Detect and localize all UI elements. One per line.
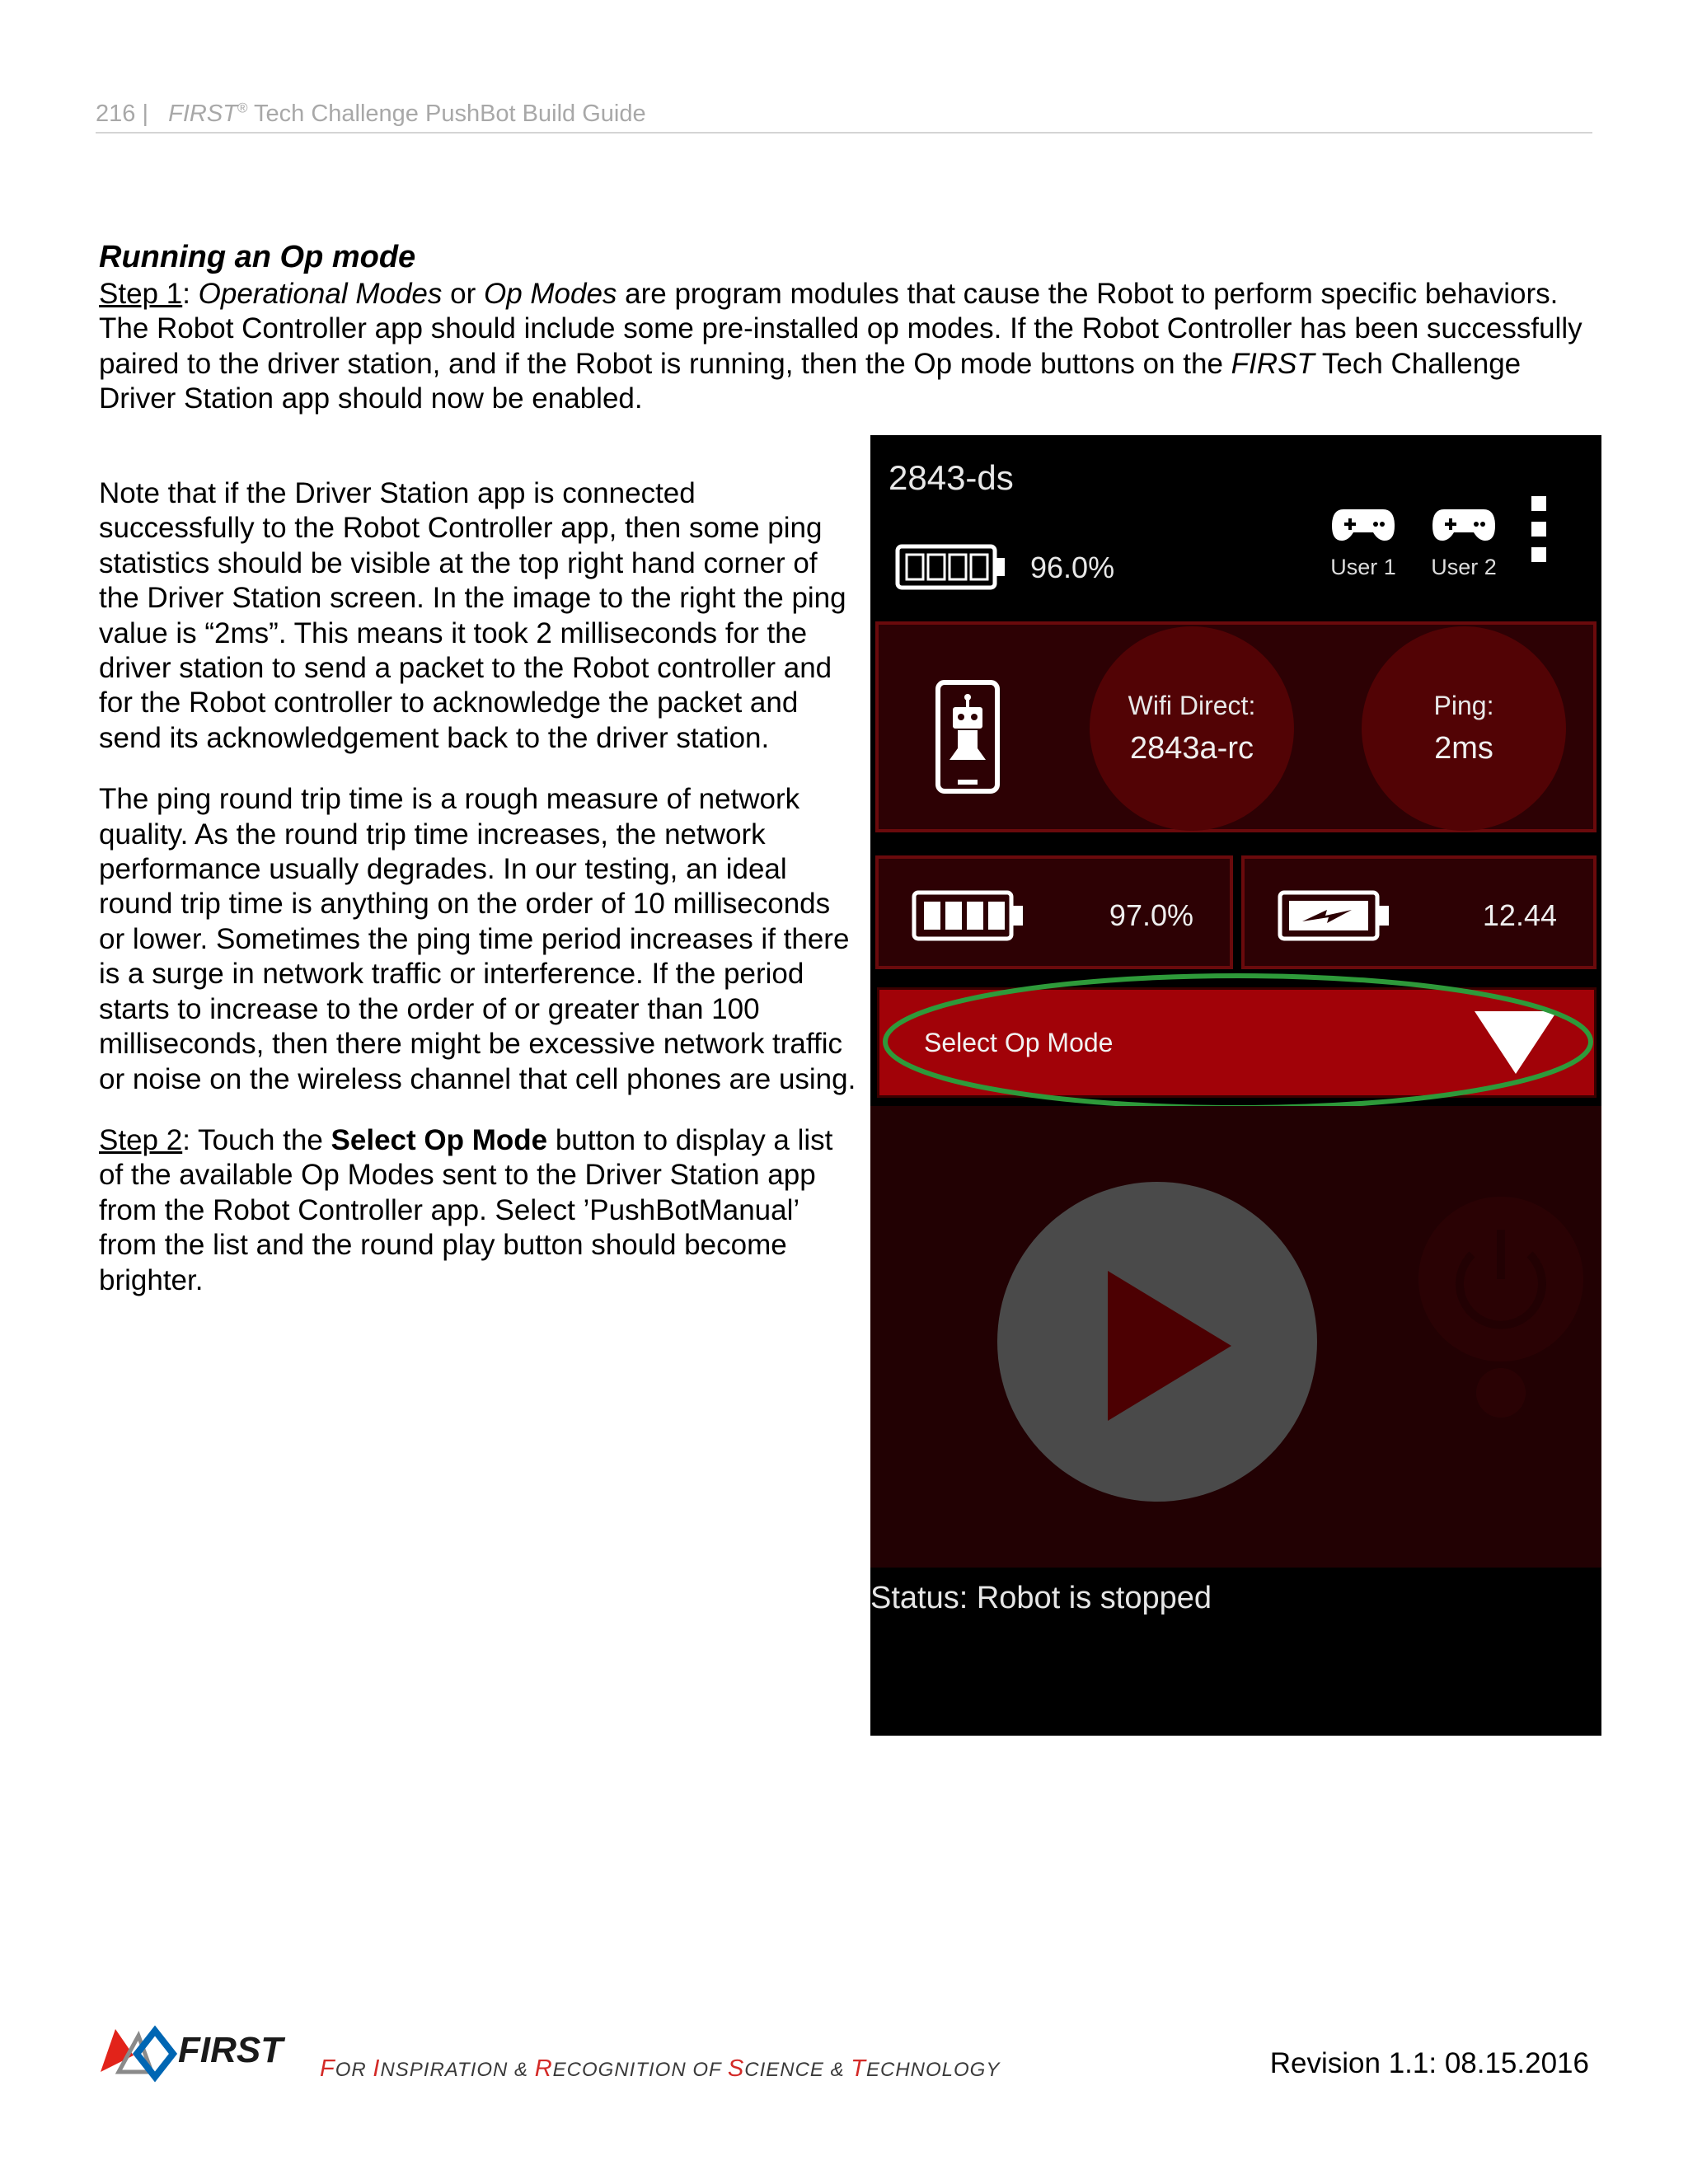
ping-label: Ping:: [1433, 691, 1494, 720]
step1-label: Step 1: [99, 278, 183, 310]
step1-brand: FIRST: [1231, 347, 1315, 380]
wifi-direct-value: 2843a-rc: [1130, 731, 1254, 766]
tagline-cap: F: [320, 2055, 335, 2082]
note-paragraph: Note that if the Driver Station app is connected successfully to the Robot Controller app, then some ping statistics should be visible at the top right hand corner of the Driver Station screen. In the image to the right the ping value is “2ms”. This means it took 2 milliseconds for the driver station to send a packet to the Robot controller and for the Robot controller to acknowledge the packet and send its acknowledgement back to the driver station.: [99, 477, 846, 754]
term-op-modes: Op Modes: [483, 278, 617, 310]
network-status-panel: [875, 621, 1597, 832]
robot-status-text: Status: Robot is stopped: [870, 1581, 1212, 1615]
ping-value: 2ms: [1434, 731, 1493, 766]
ping-paragraph: The ping round trip time is a rough measure of network quality. As the round trip time increases, the network performance usually degrades. In our testing, an ideal round trip time is anything on the order of 10 milliseconds or lower. Sometimes the ping time period increases if there is a surge in network traffic or interference. If the period starts to increase to the order of or greater than 100 milliseconds, then there might be excessive network traffic or noise on the wireless channel that cell phones are using.: [99, 783, 856, 1095]
step2-text1: : Touch the: [182, 1123, 331, 1156]
driver-station-screenshot: [870, 435, 1601, 1736]
tagline-cap: T: [851, 2055, 866, 2082]
driver-station-battery: 96.0%: [1030, 551, 1115, 584]
tagline-cap: R: [534, 2055, 553, 2082]
tagline-rest: NSPIRATION &: [380, 2059, 535, 2081]
tagline-cap: I: [373, 2055, 381, 2082]
robot-battery-cell: [1241, 855, 1597, 969]
user2-label: User 2: [1431, 555, 1497, 579]
step2-text2: button to display a list of the available Op Modes sent to the Driver Station app from the Robot Controller app. Select ’PushBotManual’ from the list and the round play button should become brighter.: [99, 1123, 833, 1296]
user1-label: User 1: [1330, 555, 1396, 579]
step1-or: or: [442, 278, 484, 310]
first-logo: [97, 2022, 313, 2083]
revision-text: Revision 1.1: 08.15.2016: [1269, 2047, 1589, 2079]
header-brand: FIRST: [168, 101, 237, 127]
step1-colon: :: [182, 278, 199, 310]
step2-label: Step 2: [99, 1123, 183, 1156]
play-area: [870, 1106, 1601, 1568]
select-op-mode-term: Select Op Mode: [331, 1123, 548, 1156]
header-title: Tech Challenge PushBot Build Guide: [247, 101, 646, 127]
tagline-cap: S: [727, 2055, 745, 2082]
gamepad-icon: [1431, 504, 1497, 544]
tagline-rest: OR: [335, 2059, 373, 2081]
wifi-direct-label: Wifi Direct:: [1128, 691, 1256, 720]
play-icon: [1104, 1268, 1236, 1424]
tagline-rest: ECHNOLOGY: [865, 2059, 1001, 2081]
user2-gamepad[interactable]: [1423, 504, 1505, 580]
overflow-menu-icon[interactable]: [1530, 494, 1550, 564]
robot-controller-phone-icon: [935, 679, 1001, 794]
step1-text: are program modules that cause the Robot to perform specific behaviors. The Robot Controller app should include some pre-installed op modes. If the Robot Controller has been successfully paired to the driver station, and if the Robot is running, then the Op mode buttons on the: [99, 278, 1582, 380]
intro-section: [99, 237, 1582, 417]
section-title: Running an Op mode: [99, 240, 416, 274]
gamepad-icon: [1330, 504, 1396, 544]
rc-battery-cell: [875, 855, 1233, 969]
logo-wordmark: FIRST: [178, 2030, 284, 2070]
user1-gamepad[interactable]: [1322, 504, 1404, 580]
select-op-mode-label: Select Op Mode: [924, 1028, 1114, 1057]
rc-battery-icon: [912, 890, 1027, 941]
tagline-rest: ECOGNITION OF: [552, 2059, 728, 2081]
step2-paragraph: [99, 1123, 857, 1298]
driver-station-name: 2843-ds: [889, 458, 1014, 497]
page-header: [96, 97, 1592, 134]
highlight-ellipse: [875, 969, 1601, 1116]
wifi-direct-bubble: [1090, 626, 1294, 831]
rc-battery-value: 97.0%: [1109, 898, 1193, 932]
step1-paragraph: [99, 277, 1582, 417]
left-column: [99, 476, 857, 1324]
phone-battery-icon: [895, 544, 1007, 590]
term-operational-modes: Operational Modes: [198, 278, 443, 310]
step1-text-end: Tech Challenge Driver Station app should now be enabled.: [99, 347, 1522, 415]
robot-battery-icon: [1278, 890, 1393, 941]
robot-voltage-value: 12.44: [1482, 898, 1557, 932]
registered-mark: ®: [237, 100, 248, 116]
stop-button-shadow-icon: [1398, 1188, 1601, 1427]
ping-bubble: [1362, 626, 1566, 831]
play-button[interactable]: [997, 1182, 1317, 1502]
page-number: 216 |: [96, 101, 148, 127]
first-tagline: [320, 2055, 1000, 2083]
tagline-rest: CIENCE &: [744, 2059, 851, 2081]
